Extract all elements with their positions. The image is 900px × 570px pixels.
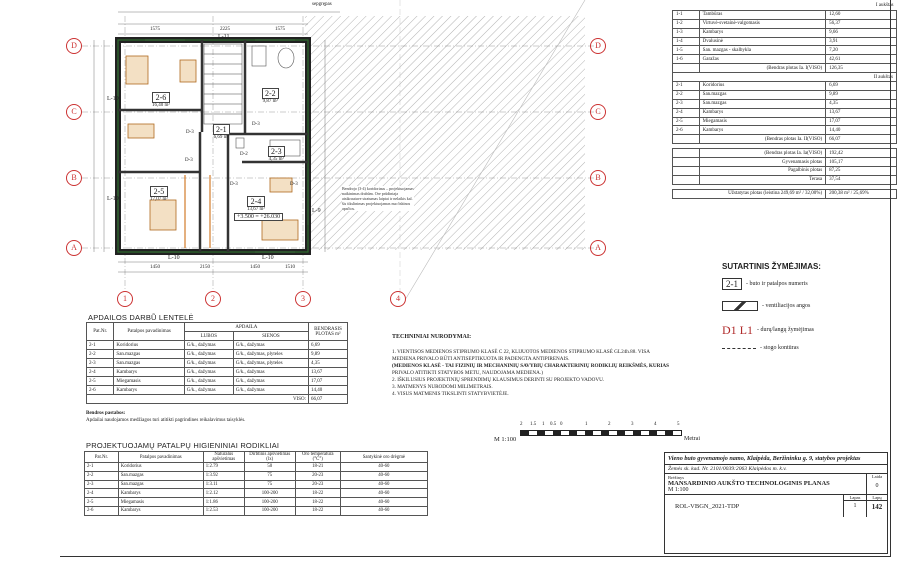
area-table <box>672 2 897 199</box>
table-total-row: VISO: 66,07 <box>87 395 348 404</box>
roof-contour-line-icon <box>722 348 756 349</box>
top-dim-3: 1575 <box>275 27 285 32</box>
window-tag: L-10 <box>168 255 180 261</box>
window-tag: L-11 <box>218 34 230 40</box>
room-area: 13,67 m² <box>247 207 265 212</box>
axis-bubble-b-left: B <box>66 170 82 186</box>
table-row: 2-4 Kambarys 13,67 <box>673 108 897 117</box>
table-row: 2-3 San.mazgas 4,35 <box>673 99 897 108</box>
table-row: 1-6 Garažas 42,61 <box>673 55 897 64</box>
axis-bubble-b-right: B <box>590 170 606 186</box>
legend-item-vent: - ventiliacijos angos <box>722 299 892 313</box>
axis-bubble-1: 1 <box>117 291 133 307</box>
table-row: 2-2 San.mazgas G/k., dažymas G/k., dažymas, plyteles 9,89 <box>87 350 348 359</box>
cadastral-number: Žemės sk. kad. Nr. 2101/0039:2063 Klaipėdos m. k.v. <box>665 465 887 474</box>
stair-label: sepgrępas <box>312 2 332 7</box>
section-title: II aukštas <box>673 73 897 82</box>
section-title: I aukštas <box>875 3 894 9</box>
table-row: 2-1 Koridorius 1:2.79 50 18-21 40-60 <box>85 463 428 472</box>
table-row: 1-3 Kambarys 9,66 <box>673 28 897 37</box>
summary-row: Terasa 37,54 <box>673 175 897 184</box>
tech-line: PRIVALO ATITIKTI STATYBOS METU, NAUDOJAMA MEDIENA.) <box>392 370 543 376</box>
axis-bubble-4: 4 <box>390 291 406 307</box>
tech-line: 2. IŠKILUSIUS PROJEKTINIŲ SPRENDIMŲ KLAUSIMUS DERINTI SU PROJEKTO VADOVU. <box>392 377 605 383</box>
notes-text: Apdailai naudojamos medžiagos turi atitikti pagrindines reikalavimus taisyklės. <box>86 418 246 423</box>
tech-line: 4. VISUS MATMENIS TIKSLINTI STATYBVIETĖJE. <box>392 391 509 397</box>
axis-bubble-2: 2 <box>205 291 221 307</box>
table-row: 2-5 Miegamasis 17,07 <box>673 117 897 126</box>
table-row: 2-6 Kambarys 14,40 <box>673 126 897 135</box>
scale-bar: 2 1.5 1 0.5 0 1 2 3 4 5 <box>520 422 700 446</box>
room-number: 2-3 <box>268 146 285 157</box>
room-label-2-6 <box>152 92 170 109</box>
table-row: 2-3 San.mazgas G/k., dažymas G/k., dažymas, plyteles 4,35 <box>87 359 348 368</box>
room-label-2-5 <box>150 186 168 203</box>
hygiene-table-title: PROJEKTUOJAMŲ PATALPŲ HIGIENINIAI RODIKLIAI <box>86 441 280 450</box>
room-label-2-2 <box>262 88 279 105</box>
sheets-label: Lapų <box>867 495 887 501</box>
axis-bubble-a-right: A <box>590 240 606 256</box>
sheet-number: 1 <box>853 503 857 509</box>
summary-row: Gyvenamasis plotas 105,17 <box>673 158 897 167</box>
window-tag: L-10 <box>262 255 274 261</box>
table-row: 1-1 Tambūras 12,60 <box>673 10 897 19</box>
table-row: 2-5 Miegamasis 1:1.86 100-200 18-22 40-60 <box>85 498 428 507</box>
vent-symbol-icon <box>722 301 758 311</box>
axis-bubble-c-right: C <box>590 104 606 120</box>
top-dim-2: 2225 <box>220 27 230 32</box>
bottom-dim-1: 1450 <box>150 265 160 270</box>
door-tag: D-3 <box>230 182 238 187</box>
drawing-note: Bendrojo (3-4) koridoriaus – projektuojamas naikinimas drabūm. Ore prūdintaja atsikrautuve stratumas laiptai ir nelaikis kal. šis tikslinimas projektuojamas nuo būtinos apačios. <box>342 186 414 211</box>
room-area: 9,87 m² <box>262 99 279 104</box>
axis-bubble-a-left: A <box>66 240 82 256</box>
room-number-symbol: 2-1 <box>722 278 742 290</box>
bottom-dim-2: 2150 <box>200 265 210 270</box>
room-label-2-1 <box>213 124 230 141</box>
room-label-2-3 <box>268 146 285 163</box>
window-tag: L-9 <box>312 208 321 214</box>
axis-bubble-d-left: D <box>66 38 82 54</box>
axis-bubble-d-right: D <box>590 38 606 54</box>
table-row: 2-4 Kambarys 1:2.12 100-200 18-22 40-60 <box>85 489 428 498</box>
level-mark: +3.500 = +26.030 <box>234 213 283 221</box>
table-row: 2-2 San.mazgas 9,89 <box>673 90 897 99</box>
summary-row: (Bendras plotas Ia. Ia(VISO) 192,42 <box>673 149 897 158</box>
drawing-label: Brėžinys <box>668 475 684 480</box>
tech-line: 1. VIENTISOS MEDIENOS STIPRUMO KLASĖ C 22, KLIJUOTOS MEDIENOS STIPRUMO KLASĖ GL24h.88. VISA <box>392 349 650 355</box>
finish-table-title: APDAILOS DARBŨ LENTELĖ <box>88 313 194 322</box>
door-tag: D-3 <box>185 158 193 163</box>
table-row: 2-2 San.mazgas 1:3.92 75 20-23 40-60 <box>85 471 428 480</box>
table-row: 2-1 Koridorius G/k., dažymas G/k., dažymas 6,69 <box>87 341 348 350</box>
finish-table: Pat.Nr. Patalpos pavadinimas APDAILA BENDRASIS PLOTAS m² LUBOS SIENOS 2-1 Koridorius G/k., dažymas G/k., dažymas 6,69 2-2 San.mazgas G/k., dažymas G/k., dažymas, plyteles 9,89 2-3 San.mazgas G/k., dažymas G/k., dažymas, plyteles 4,35 2-4 Kambarys G/k., dažymas G/k., dažymas 13,67 2-5 Miegamasis G/k., dažymas G/k., dažymas 17,07 2-6 Kambarys G/k., dažymas G/k., dažymas 14,40 VISO: 66,07 <box>86 322 348 404</box>
hygiene-table: Pat.Nr. Patalpos pavadinimas Natūralus apšvietimas Dirbtinis apšvietimas (lx) Oro temperatūra (°C°) Santykinė oro drėgmė 2-1 Koridorius 1:2.79 50 18-21 40-60 2-2 San.mazgas 1:3.92 75 20-23 40-60 2-3 San.mazgas 1:3.11 75 20-23 40-60 2-4 Kambarys 1:2.12 100-200 18-22 40-60 2-5 Miegamasis 1:1.86 100-200 18-22 40-60 2-6 Kambarys 1:2.53 100-200 18-22 40-60 <box>84 451 428 516</box>
room-area: 6,69 m² <box>213 135 230 140</box>
axis-labels <box>0 0 640 310</box>
room-area: 4,35 m² <box>268 157 285 162</box>
table-row: 2-6 Kambarys G/k., dažymas G/k., dažymas 14,40 <box>87 386 348 395</box>
built-area-row: Užstatytas plotas (leistina 249,69 m² / 32,00%) 200,38 m² / 25,69% <box>673 189 897 198</box>
scale-unit: Metrai <box>684 436 700 442</box>
legend-item-room-number: 2-1 - buto ir patalpos numeris <box>722 277 892 291</box>
room-number: 2-5 <box>150 186 168 197</box>
tech-line: MEDIENA PRIVALO BŪTI ANTISEPTIKUOTA IR PADENGTA ANTIPIRENAIS. <box>392 356 570 362</box>
room-number: 2-6 <box>152 92 170 103</box>
legend-title: SUTARTINIS ŽYMĖJIMAS: <box>722 262 821 271</box>
door-tag: D-3 <box>290 182 298 187</box>
door-tag: D-3 <box>186 130 194 135</box>
title-block <box>664 452 888 554</box>
notes-title: Bendros pastabos: <box>86 411 126 416</box>
door-tag: D-2 <box>240 152 248 157</box>
tech-line: (MEDIENOS KLASĖ - TAI FIZINIŲ IR MECHANINIŲ SAVYBIŲ CHARAKTERINIŲ RODIKLIŲ REIKŠMĖS, KURIAS <box>392 363 669 369</box>
room-area: 16,40 m² <box>152 103 170 108</box>
tech-line: 3. MATMENYS NURODOMI MILIMETRAIS. <box>392 384 493 390</box>
issue-label: Laida <box>871 474 883 479</box>
room-number: 2-2 <box>262 88 279 99</box>
project-name: Vieno buto gyvenamojo namo, Klaipėda, Beržininku g. 9, statybos projektas <box>665 453 887 465</box>
door-tag: D-3 <box>252 122 260 127</box>
table-total-row: (Bendras plotas Ia. I(VISO) 126,35 <box>673 64 897 73</box>
summary-row: Pagalbinis plotas 87,25 <box>673 167 897 176</box>
finish-notes <box>86 410 245 424</box>
window-tag: L-10 <box>107 96 119 102</box>
sheet-label: Lapas <box>844 495 866 501</box>
legend-item-door-window: D1 L1 - durų/langų žymėjimas <box>722 322 814 337</box>
room-area: 17,07 m² <box>150 197 168 202</box>
table-row: 2-1 Koridorius 6,69 <box>673 82 897 91</box>
door-window-symbol: D1 L1 <box>722 322 753 337</box>
drawing-code: ROL-VBGN_2021-TDP <box>665 495 844 517</box>
top-dim-1: 1575 <box>150 27 160 32</box>
sheet-scale: M 1:100 <box>668 487 689 493</box>
table-row: 2-6 Kambarys 1:2.53 100-200 18-22 40-60 <box>85 506 428 515</box>
axis-bubble-c-left: C <box>66 104 82 120</box>
table-row: 2-3 San.mazgas 1:3.11 75 20-23 40-60 <box>85 480 428 489</box>
technical-notes <box>392 334 669 398</box>
scale-bar-graphic <box>520 430 682 436</box>
tech-title: TECHNINIAI NURODYMAI: <box>392 334 472 340</box>
table-total-row: (Bendras plotas Ia. II(VISO) 66,07 <box>673 135 897 144</box>
room-number: 2-1 <box>213 124 230 135</box>
room-number: 2-4 <box>247 196 265 207</box>
axis-bubble-3: 3 <box>295 291 311 307</box>
table-row: 1-4 Dvalusinė 3,91 <box>673 37 897 46</box>
room-label-2-4 <box>247 196 265 213</box>
legend <box>722 262 892 355</box>
bottom-dim-3: 1450 <box>250 265 260 270</box>
bottom-dim-4: 1510 <box>285 265 295 270</box>
sheet-title: MANSARDINIO AUKŠTO TECHNOLOGINIS PLANAS <box>668 480 830 487</box>
legend-item-roof: - stogo kontūras <box>722 341 892 355</box>
table-row: 1-2 Virtuvė-svetainė-valgomasis 56,37 <box>673 19 897 28</box>
issue-number: 0 <box>875 483 879 489</box>
table-row: 2-5 Miegamasis G/k., dažymas G/k., dažymas 17,07 <box>87 377 348 386</box>
window-tag: L-10 <box>107 196 119 202</box>
table-row: 1-5 San. mazgas - skalbykla 7,20 <box>673 46 897 55</box>
scale-label: M 1:100 <box>494 436 517 443</box>
table-row: 2-4 Kambarys G/k., dažymas G/k., dažymas 13,67 <box>87 368 348 377</box>
sheets-total: 142 <box>871 503 883 511</box>
